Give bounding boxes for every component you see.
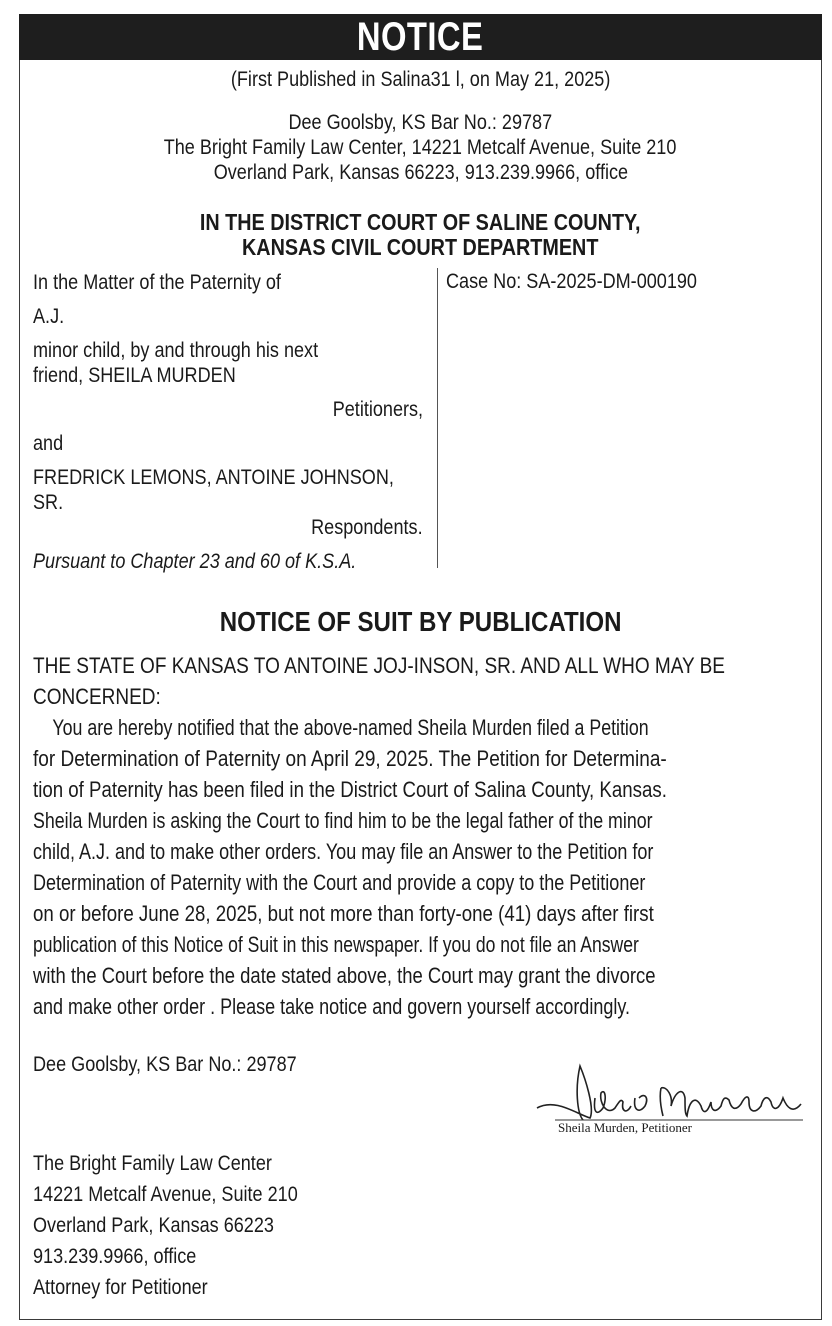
body-line: with the Court before the date stated above, the Court may grant the divorce <box>33 963 656 988</box>
caption-statute: Pursuant to Chapter 23 and 60 of K.S.A. <box>33 550 357 573</box>
body-line: Determination of Paternity with the Court and provide a copy to the Petitioner <box>33 870 646 895</box>
body-line: CONCERNED: <box>33 684 161 709</box>
attorney-signature-line: Dee Goolsby, KS Bar No.: 29787 <box>33 1053 297 1076</box>
contact-line-1: Dee Goolsby, KS Bar No.: 29787 <box>288 111 553 134</box>
publication-line: (First Published in Salina31 l, on May 21, 2025) <box>230 68 611 91</box>
firm-address-1: 14221 Metcalf Avenue, Suite 210 <box>33 1183 298 1206</box>
caption-respondents: FREDRICK LEMONS, ANTOINE JOHNSON, <box>33 466 394 489</box>
firm-address-2: Overland Park, Kansas 66223 <box>33 1214 274 1237</box>
case-number: Case No: SA-2025-DM-000190 <box>446 270 697 293</box>
body-line: on or before June 28, 2025, but not more than forty-one (41) days after first <box>33 901 654 926</box>
contact-line-3: Overland Park, Kansas 66223, 913.239.9966, office <box>213 161 628 184</box>
notice-title: NOTICE <box>357 15 484 59</box>
notice-body <box>33 650 803 1022</box>
caption-child: A.J. <box>33 305 65 328</box>
body-line: Sheila Murden is asking the Court to find him to be the legal father of the minor <box>33 808 653 833</box>
body-line: tion of Paternity has been filed in the District Court of Salina County, Kansas. <box>33 777 667 802</box>
body-line: THE STATE OF KANSAS TO ANTOINE JOJ-INSON, SR. AND ALL WHO MAY BE <box>33 653 725 678</box>
caption-respondents-label: Respondents. <box>311 516 423 539</box>
firm-phone: 913.239.9966, office <box>33 1245 197 1268</box>
attorney-contact <box>19 110 822 185</box>
caption-matter: In the Matter of the Paternity of <box>33 271 281 294</box>
body-line: You are hereby notified that the above-named Sheila Murden filed a Petition <box>33 715 649 740</box>
firm-role: Attorney for Petitioner <box>33 1276 208 1299</box>
signature-caption: Sheila Murden, Petitioner <box>558 1120 692 1135</box>
contact-line-2: The Bright Family Law Center, 14221 Metcalf Avenue, Suite 210 <box>164 136 677 159</box>
body-line: publication of this Notice of Suit in this newspaper. If you do not file an Answer <box>33 932 639 957</box>
body-line: child, A.J. and to make other orders. You may file an Answer to the Petition for <box>33 839 654 864</box>
case-caption: In the Matter of the Paternity of A.J. minor child, by and through his next friend, SHEILA MURDEN Petitioners, and FREDRICK LEMONS, ANTOINE JOHNSON, SR. Respondents. Pursuant to Chapter 23 and 60 of K.S.A. <box>33 271 423 573</box>
suit-title: NOTICE OF SUIT BY PUBLICATION <box>219 606 622 637</box>
body-line: and make other order . Please take notice and govern yourself accordingly. <box>33 994 631 1019</box>
firm-block <box>33 1148 341 1303</box>
firm-name: The Bright Family Law Center <box>33 1152 272 1175</box>
court-heading: IN THE DISTRICT COURT OF SALINE COUNTY, KANSAS CIVIL COURT DEPARTMENT <box>200 209 641 260</box>
body-line: for Determination of Paternity on April 29, 2025. The Petition for Determina- <box>33 746 667 771</box>
caption-divider <box>437 268 438 568</box>
caption-petitioners: Petitioners, <box>332 398 423 421</box>
notice-header <box>19 14 822 60</box>
